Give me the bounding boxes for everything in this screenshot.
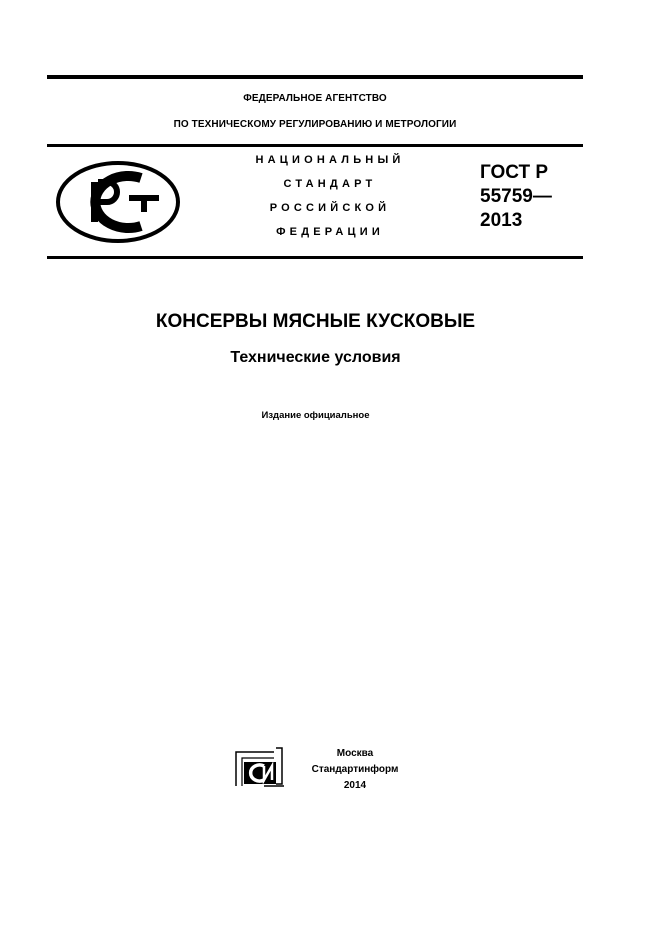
publisher-name: Стандартинформ [311,764,399,775]
document-title: КОНСЕРВЫ МЯСНЫЕ КУСКОВЫЕ [155,311,476,332]
document-subtitle: Технические условия [230,349,401,366]
gost-line-1: ГОСТ Р [480,162,549,183]
standard-word-4: ФЕДЕРАЦИИ [276,226,384,238]
gost-line-3: 2013 [480,210,523,231]
middle-divider [47,144,583,147]
bottom-divider [47,256,583,259]
publisher-year: 2014 [343,780,367,791]
top-divider [47,75,583,79]
rst-logo-icon [55,160,181,244]
gost-designation [480,161,552,233]
publisher-city: Москва [336,748,374,759]
gost-line-2: 55759— [480,186,552,207]
standartinform-logo-icon [234,746,286,788]
agency-line-2: ПО ТЕХНИЧЕСКОМУ РЕГУЛИРОВАНИЮ И МЕТРОЛОГИИ [173,119,457,130]
agency-line-1: ФЕДЕРАЛЬНОЕ АГЕНТСТВО [243,93,387,104]
standard-word-3: РОССИЙСКОЙ [269,202,391,214]
edition-note: Издание официальное [261,410,370,421]
standard-word-2: СТАНДАРТ [283,178,377,190]
publisher-info [300,746,410,794]
standard-word-1: НАЦИОНАЛЬНЫЙ [255,154,405,166]
